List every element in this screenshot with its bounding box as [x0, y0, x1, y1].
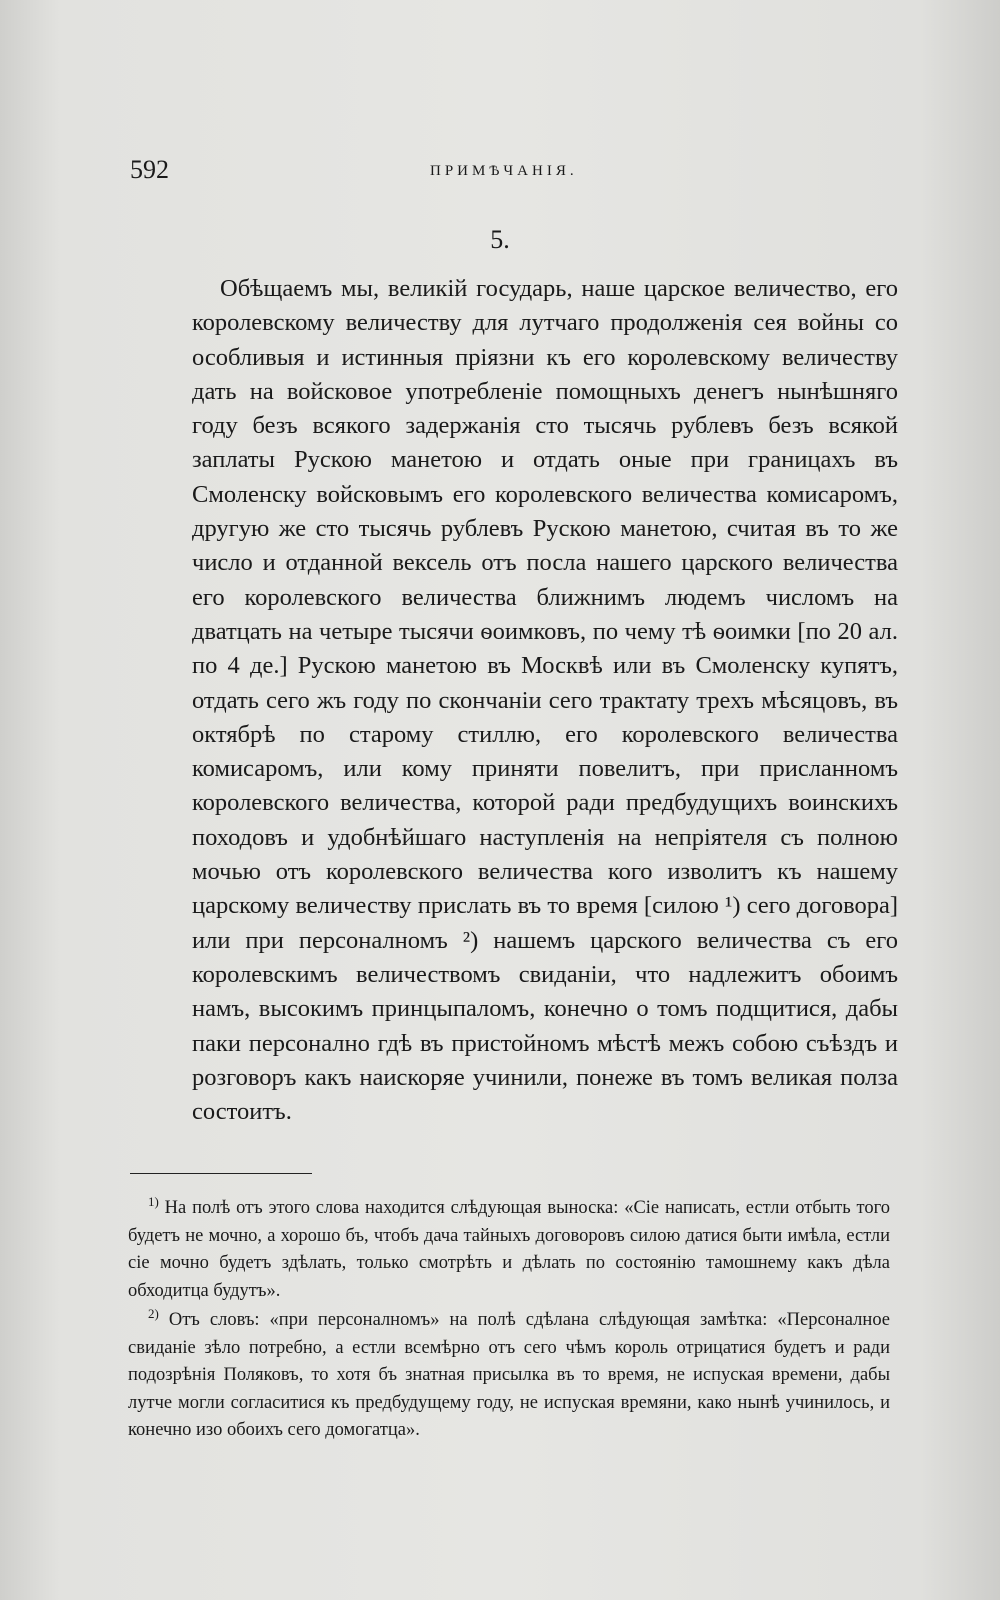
footnote-2	[128, 1307, 890, 1445]
footnote-text: Отъ словъ: «при персоналномъ» на полѣ сдѣлана слѣдующая замѣтка: «Персоналное свиданіе зѣло потребно, а естли всемѣрно отъ сего чѣмъ король отрицатися будетъ и ради подозрѣнія Поляковъ, то хотя бъ знатная присылка въ то время, не испуская времени, дабы лутче могли согласитися къ предбудущему году, не испуская времяни, како нынѣ учинилось, и конечно изо обоихъ сего домогатца».	[128, 1310, 891, 1440]
main-text: Обѣщаемъ мы, великій государь, наше царское величество, его королевскому величеству для лутчаго продолженія сея войны со особливыя и истинныя пріязни къ его королевскому величеству дать на войсковое употребленіе помощныхъ денегъ нынѣшняго году безъ всякого задержанія сто тысячь рублевъ безъ всякой заплаты Рускою манетою и отдать оные при границахъ въ Смоленску войсковымъ его королевского величества комисаромъ, другую же сто тысячь рублевъ Рускою манетою, считая въ то же число и отданной вексель отъ посла нашего царского величества его королевского величества ближнимъ людемъ числомъ на дватцать на четыре тысячи ѳоимковъ, по чему тѣ ѳоимки [по 20 ал. по 4 де.] Рускою манетою въ Москвѣ или въ Смоленску купятъ, отдать сего жъ году по скончаніи сего трактату трехъ мѣсяцовъ, въ октябрѣ по старому стиллю, его королевского величества комисаромъ, или кому приняти повелитъ, при присланномъ королевского величества, которой ради предбудущихъ воинскихъ походовъ и удобнѣйшаго наступленія на непріятеля съ полною мочью отъ королевского величества кого изволитъ къ нашему царскому величеству прислать въ то время [силою ¹) сего договора] или при персоналномъ ²) нашемъ царского величества съ его королевскимъ величествомъ свиданіи, что надлежитъ обоимъ намъ, высокимъ принцыпаломъ, конечно о томъ подщитися, дабы паки персонално гдѣ въ пристойномъ мѣстѣ межъ собою съѣздъ и розговоръ какъ наискоряе учинили, понеже въ томъ великая полза состоитъ.	[192, 275, 898, 1126]
footnote-text: На полѣ отъ этого слова находится слѣдующая выноска: «Сіе написать, естли отбыть того будетъ не мочно, а хорошо бъ, чтобъ дача тайныхъ договоровъ силою датися быти имѣла, естли сіе мочно будетъ здѣлать, только смотрѣть и дѣлать по состоянію тамошнему какъ дѣла обходитца будутъ».	[128, 1198, 890, 1301]
page-number: 592	[130, 155, 169, 184]
footnote-mark: 1)	[148, 1193, 159, 1209]
page-header	[0, 155, 1000, 195]
footnote-1	[128, 1195, 890, 1305]
footnote-separator	[130, 1173, 312, 1174]
running-head: ПРИМѢЧАНІЯ.	[430, 163, 578, 179]
footnote-mark: 2)	[148, 1305, 159, 1321]
section-number: 5.	[490, 225, 510, 254]
footnotes	[128, 1195, 890, 1447]
